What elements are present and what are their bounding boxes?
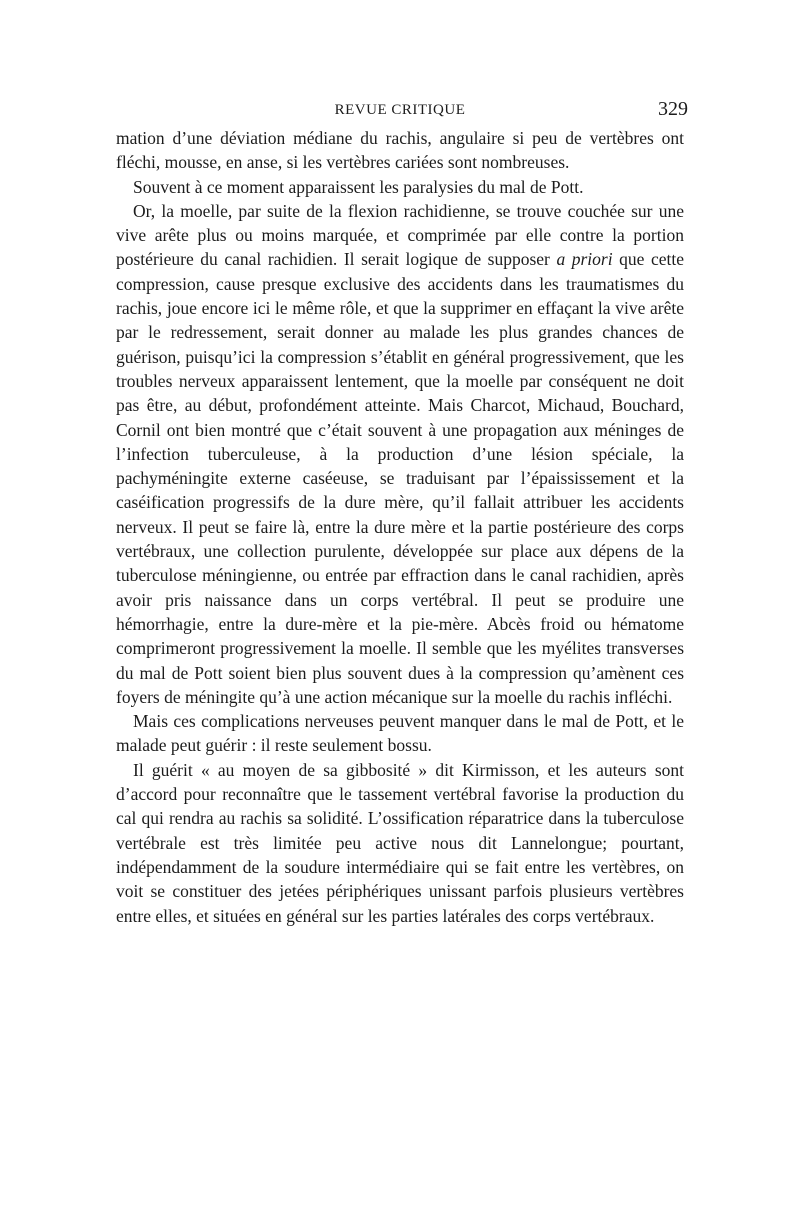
paragraph: mation d’une déviation médiane du rachis, angulaire si peu de vertèbres ont fléchi, mousse, en anse, si les vertèbres cariées sont nombreuses. bbox=[116, 128, 684, 173]
page-header bbox=[116, 98, 688, 123]
paragraph: Il guérit « au moyen de sa gibbosité » dit Kirmisson, et les auteurs sont d’accord pour reconnaître que le tassement vertébral favorise la production du cal qui rendra au rachis sa solidité. L’ossification réparatrice dans la tuberculose vertébrale est très limitée peu active nous dit Lannelongue; pourtant, indépendamment de la soudure intermédiaire qui se fait entre les vertèbres, on voit se constituer des jetées périphériques unissant parfois plusieurs vertèbres entre elles, et situées en général sur les parties latérales des corps vertébraux. bbox=[116, 759, 684, 926]
paragraph-text: Or, la moelle, par suite de la flexion rachidienne, se trouve couchée sur une vive arête plus ou moins marquée, et comprimée par elle contre la portion postérieure du canal rachidien. Il serait logique de supposer bbox=[116, 200, 684, 270]
paragraph-text: que cette compression, cause presque exclusive des accidents dans les traumatismes du rachis, joue encore ici le même rôle, et que la supprimer en effaçant la vive arête par le redressement, serait donner au malade les plus grandes chances de guérison, puisqu’ici la compression s’établit en général progressivement, que les troubles nerveux apparaissent lentement, que la moelle par conséquent ne doit pas être, au début, profondément atteinte. Mais Charcot, Michaud, Bouchard, Cornil ont bien montré que c’était souvent à une propagation aux méninges de l’infection tuberculeuse, à la production d’une lésion spéciale, la pachyméningite externe caséeuse, se traduisant par l’épaississement et la caséification progressifs de la dure mère, qu’il fallait attribuer les accidents nerveux. Il peut se faire là, entre la dure mère et la partie postérieure des corps vertébraux, une collection purulente, développée sur place aux dépens de la tuberculose méningienne, ou entrée par effraction dans le canal rachidien, après avoir pris naissance dans un corps vertébral. Il peut se produire une hémorrhagie, entre la dure-mère et la pie-mère. Abcès froid ou hématome comprimeront progressivement la moelle. Il semble que les myélites transverses du mal de Pott soient bien plus souvent dues à la compression qu’amènent ces foyers de méningite qu’à une action mécanique sur la moelle du rachis infléchi. bbox=[116, 249, 684, 707]
paragraph bbox=[116, 199, 684, 709]
body-text bbox=[116, 126, 684, 928]
running-head: REVUE CRITIQUE bbox=[334, 102, 466, 118]
paragraph: Mais ces complications nerveuses peuvent manquer dans le mal de Pott, et le malade peut guérir : il reste seulement bossu. bbox=[116, 711, 684, 756]
italic-phrase: a priori bbox=[556, 249, 613, 270]
paragraph: Souvent à ce moment apparaissent les paralysies du mal de Pott. bbox=[133, 176, 584, 197]
page-number: 329 bbox=[658, 98, 688, 120]
